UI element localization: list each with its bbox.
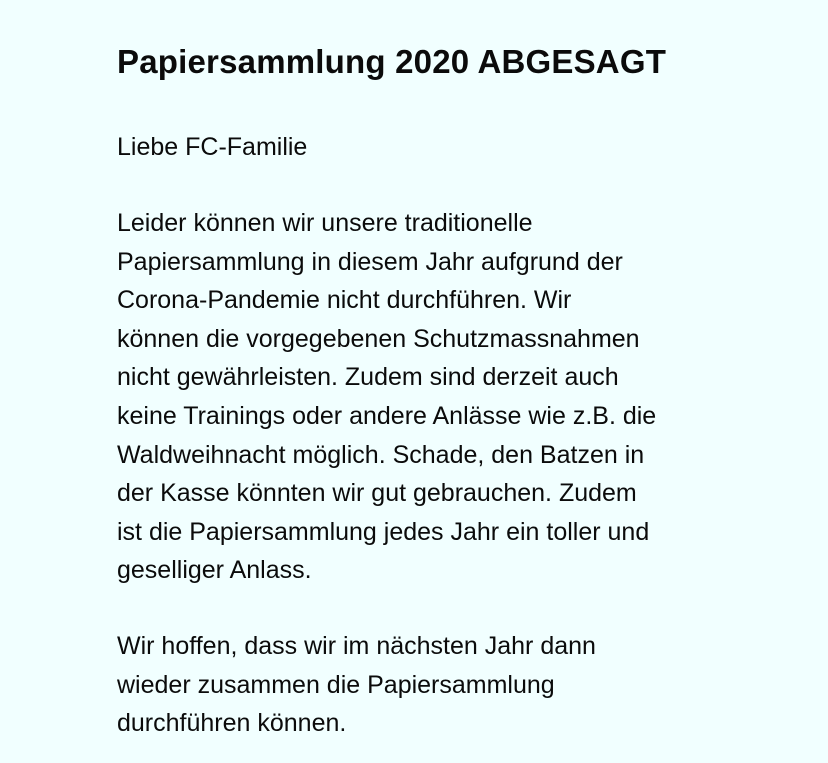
paragraph-line: Waldweihnacht möglich. Schade, den Batzen in <box>117 440 645 469</box>
paragraph-line: keine Trainings oder andere Anlässe wie z.B. die <box>117 401 657 430</box>
paragraph-line: durchführen können. <box>117 709 347 738</box>
paragraph-line: Wir hoffen, dass wir im nächsten Jahr dann <box>117 632 596 660</box>
paragraph-line: der Kasse könnten wir gut gebrauchen. Zudem <box>117 479 637 508</box>
greeting-text: Liebe FC-Familie <box>117 133 308 161</box>
announcement-title: Papiersammlung 2020 ABGESAGT <box>117 43 667 80</box>
paragraph-line: können die vorgegebenen Schutzmassnahmen <box>117 324 640 353</box>
paragraph-line: geselliger Anlass. <box>117 556 312 585</box>
paragraph-line: Leider können wir unsere traditionelle <box>117 209 533 237</box>
paragraph-cancellation-notice <box>117 204 656 590</box>
paragraph-closing-hope <box>117 627 596 743</box>
paragraph-line: ist die Papiersammlung jedes Jahr ein toller und <box>117 517 650 546</box>
paragraph-line: Papiersammlung in diesem Jahr aufgrund der <box>117 247 623 276</box>
paragraph-line: nicht gewährleisten. Zudem sind derzeit auch <box>117 363 619 392</box>
paragraph-line: Corona-Pandemie nicht durchführen. Wir <box>117 286 572 315</box>
paragraph-line: wieder zusammen die Papiersammlung <box>117 670 555 699</box>
